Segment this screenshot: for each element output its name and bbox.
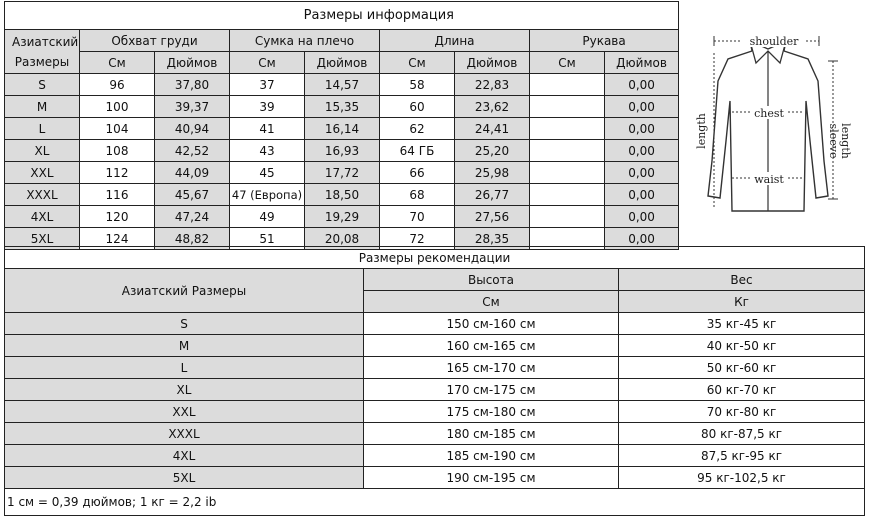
rec-asian-size-header: Азиатский Размеры [5,269,364,313]
table-cell: 48,82 [155,228,230,250]
weight-cell: 35 кг-45 кг [619,313,865,335]
table-row [5,467,865,489]
table-cell: 40,94 [155,118,230,140]
table-cell: 0,00 [605,184,679,206]
table-cell: 15,35 [305,96,380,118]
asian-size-label: Азиатский Размеры [12,34,79,69]
weight-cell: 70 кг-80 кг [619,401,865,423]
table-row [5,379,865,401]
size-info-title: Размеры информация [80,2,679,30]
table-cell: 19,29 [305,206,380,228]
table-cell: 96 [80,74,155,96]
table-cell: 17,72 [305,162,380,184]
table-cell: 70 [380,206,455,228]
table-row [5,313,865,335]
weight-cell: 87,5 кг-95 кг [619,445,865,467]
table-cell: 0,00 [605,96,679,118]
table-cell: 100 [80,96,155,118]
table-cell: 16,93 [305,140,380,162]
height-unit: См [364,291,619,313]
shirt-measurement-icon [678,1,884,245]
table-cell: 51 [230,228,305,250]
size-cell: XXL [5,162,80,184]
table-row [5,74,679,96]
table-cell: 37,80 [155,74,230,96]
unit-header: Дюймов [155,52,230,74]
shoulder-label: shoulder [749,35,799,48]
weight-header: Вес [619,269,865,291]
height-cell: 185 см-190 см [364,445,619,467]
weight-cell: 60 кг-70 кг [619,379,865,401]
table-cell: 112 [80,162,155,184]
size-cell: XL [5,379,364,401]
unit-header: Дюймов [605,52,679,74]
table-cell [530,184,605,206]
table-row [5,96,679,118]
table-cell: 104 [80,118,155,140]
table-row [5,357,865,379]
shoulder-header: Сумка на плечо [230,30,380,52]
size-cell: XL [5,140,80,162]
unit-header: См [230,52,305,74]
table-cell [530,96,605,118]
table-cell: 22,83 [455,74,530,96]
unit-header: См [380,52,455,74]
table-cell: 42,52 [155,140,230,162]
table-cell: 24,41 [455,118,530,140]
table-cell: 47 (Европа) [230,184,305,206]
table-cell: 25,20 [455,140,530,162]
table-row [5,184,679,206]
sleeve-label-1: sleeve [827,123,840,159]
height-cell: 190 см-195 см [364,467,619,489]
length-label: length [695,113,708,149]
table-cell: 60 [380,96,455,118]
table-cell: 58 [380,74,455,96]
table-cell: 45,67 [155,184,230,206]
table-cell: 23,62 [455,96,530,118]
weight-cell: 40 кг-50 кг [619,335,865,357]
table-row [5,335,865,357]
length-header: Длина [380,30,530,52]
title-spacer [5,2,80,30]
table-cell [530,206,605,228]
height-cell: 170 см-175 см [364,379,619,401]
unit-header: Дюймов [455,52,530,74]
recommendation-title: Размеры рекомендации [5,247,865,269]
size-cell: 5XL [5,228,80,250]
table-cell [530,162,605,184]
table-cell: 45 [230,162,305,184]
table-cell: 64 ГБ [380,140,455,162]
conversion-note: 1 см = 0,39 дюймов; 1 кг = 2,2 ib [5,489,865,516]
table-cell: 0,00 [605,206,679,228]
unit-header: Дюймов [305,52,380,74]
table-cell: 25,98 [455,162,530,184]
unit-header: См [80,52,155,74]
size-cell: 4XL [5,206,80,228]
chest-header: Обхват груди [80,30,230,52]
weight-cell: 50 кг-60 кг [619,357,865,379]
size-cell: XXXL [5,184,80,206]
table-cell: 26,77 [455,184,530,206]
table-cell: 72 [380,228,455,250]
table-cell: 41 [230,118,305,140]
height-cell: 180 см-185 см [364,423,619,445]
table-row [5,401,865,423]
table-cell: 0,00 [605,162,679,184]
height-cell: 175 см-180 см [364,401,619,423]
size-cell: S [5,313,364,335]
table-cell: 0,00 [605,118,679,140]
table-cell: 120 [80,206,155,228]
asian-size-header [5,30,80,74]
table-row [5,162,679,184]
table-cell: 66 [380,162,455,184]
table-cell: 20,08 [305,228,380,250]
table-cell: 0,00 [605,228,679,250]
chest-label: chest [754,107,784,120]
unit-header: См [530,52,605,74]
table-cell: 18,50 [305,184,380,206]
table-row [5,118,679,140]
table-cell: 37 [230,74,305,96]
table-cell: 47,24 [155,206,230,228]
table-cell [530,140,605,162]
size-cell: XXL [5,401,364,423]
shirt-diagram [678,1,884,245]
weight-cell: 80 кг-87,5 кг [619,423,865,445]
height-cell: 150 см-160 см [364,313,619,335]
table-cell: 0,00 [605,140,679,162]
table-cell: 28,35 [455,228,530,250]
table-cell: 14,57 [305,74,380,96]
table-cell: 39 [230,96,305,118]
size-info-table [4,1,679,250]
table-cell: 16,14 [305,118,380,140]
table-cell: 0,00 [605,74,679,96]
sleeve-header: Рукава [530,30,679,52]
size-cell: M [5,335,364,357]
height-cell: 160 см-165 см [364,335,619,357]
size-cell: 5XL [5,467,364,489]
size-cell: M [5,96,80,118]
table-cell: 116 [80,184,155,206]
size-cell: 4XL [5,445,364,467]
size-cell: S [5,74,80,96]
table-cell: 39,37 [155,96,230,118]
table-row [5,140,679,162]
size-cell: L [5,118,80,140]
weight-unit: Кг [619,291,865,313]
size-cell: L [5,357,364,379]
size-recommendation-table [4,246,865,516]
table-cell: 44,09 [155,162,230,184]
table-cell: 62 [380,118,455,140]
table-cell: 27,56 [455,206,530,228]
height-header: Высота [364,269,619,291]
height-cell: 165 см-170 см [364,357,619,379]
table-row [5,445,865,467]
table-cell: 68 [380,184,455,206]
size-cell: XXXL [5,423,364,445]
table-cell [530,74,605,96]
waist-label: waist [754,173,784,186]
table-row [5,423,865,445]
table-cell: 124 [80,228,155,250]
table-cell: 108 [80,140,155,162]
sleeve-label-2: length [839,123,852,159]
table-cell [530,118,605,140]
weight-cell: 95 кг-102,5 кг [619,467,865,489]
table-row [5,206,679,228]
table-cell: 43 [230,140,305,162]
table-cell: 49 [230,206,305,228]
